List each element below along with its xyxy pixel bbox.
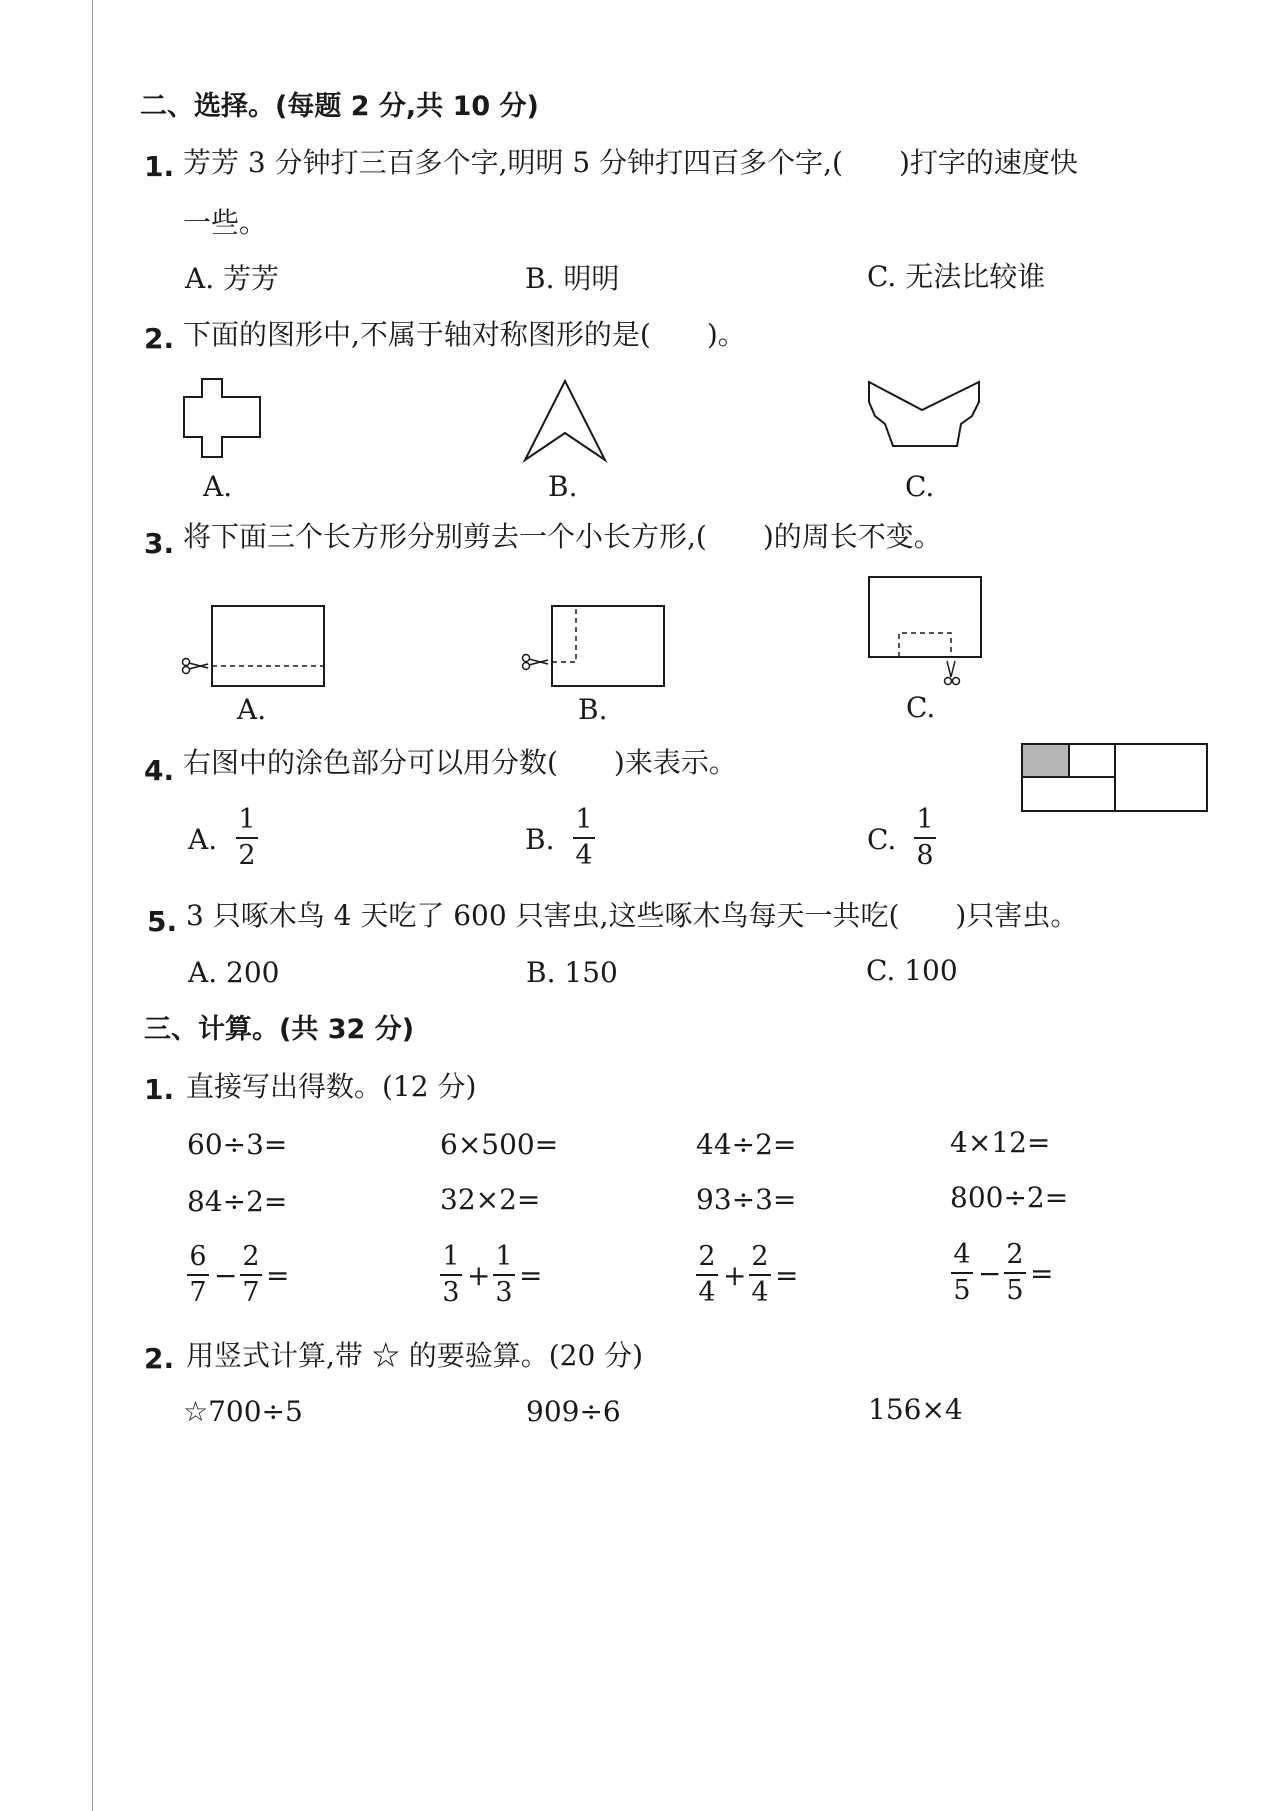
fraction — [951, 1240, 973, 1306]
calc-q1-number: 1. — [144, 1073, 175, 1106]
q2-figure-c-polygon — [865, 378, 985, 453]
fraction-numerator: 1 — [442, 1241, 460, 1272]
q4-number: 4. — [144, 754, 175, 787]
fraction — [696, 1242, 718, 1308]
q4-shaded-rectangle-figure — [1020, 742, 1210, 814]
calc-expression: 32×2= — [440, 1183, 541, 1216]
vertical-calc-item: 909÷6 — [526, 1395, 621, 1428]
q3-label-b[interactable]: B. — [578, 693, 608, 726]
fraction-numerator: 6 — [189, 1241, 207, 1272]
q3-text: 将下面三个长方形分别剪去一个小长方形,( )的周长不变。 — [183, 520, 942, 553]
calc-expression: 800÷2= — [950, 1181, 1069, 1214]
q1-text-line1: 芳芳 3 分钟打三百多个字,明明 5 分钟打四百多个字,( )打字的速度快 — [183, 146, 1078, 179]
fraction — [493, 1242, 515, 1308]
q4-option-b-letter[interactable]: B. — [525, 823, 555, 856]
fraction — [440, 1242, 462, 1308]
q3-figure-a-rectangle-cut — [180, 600, 330, 690]
fraction-numerator: 1 — [575, 804, 593, 835]
fraction-denominator: 3 — [495, 1277, 513, 1308]
q2-number: 2. — [144, 322, 175, 355]
q1-number: 1. — [144, 150, 175, 183]
q2-label-b[interactable]: B. — [548, 470, 578, 503]
q5-text: 3 只啄木鸟 4 天吃了 600 只害虫,这些啄木鸟每天一共吃( )只害虫。 — [186, 899, 1079, 932]
fraction-numerator: 1 — [916, 804, 934, 835]
vertical-calc-item: 156×4 — [868, 1393, 963, 1426]
q3-figure-b-rectangle-cut — [520, 600, 670, 690]
section-3-heading: 三、计算。(共 32 分) — [144, 1014, 415, 1045]
fraction — [1004, 1240, 1026, 1306]
q4-option-a-fraction — [236, 805, 258, 871]
calc-expression: 60÷3= — [187, 1128, 288, 1161]
fraction-numerator: 2 — [751, 1241, 769, 1272]
fraction-denominator: 5 — [953, 1275, 971, 1306]
fraction-denominator: 3 — [442, 1277, 460, 1308]
q4-text: 右图中的涂色部分可以用分数( )来表示。 — [183, 746, 737, 779]
calc-q2-number: 2. — [144, 1342, 175, 1375]
fraction — [749, 1242, 771, 1308]
fraction-denominator: 4 — [698, 1277, 716, 1308]
calc-expression: 93÷3= — [696, 1183, 797, 1216]
q3-label-a[interactable]: A. — [237, 693, 267, 726]
fraction-denominator: 5 — [1006, 1275, 1024, 1306]
equals-sign: = — [775, 1259, 799, 1292]
calc-expression: 4×12= — [950, 1126, 1051, 1159]
q1-option-b[interactable]: B. 明明 — [525, 262, 620, 295]
q1-option-a[interactable]: A. 芳芳 — [185, 262, 280, 295]
fraction-numerator: 2 — [1006, 1239, 1024, 1270]
operator: − — [978, 1257, 1002, 1290]
fraction-denominator: 7 — [189, 1277, 207, 1308]
q1-option-c[interactable]: C. 无法比较谁 — [867, 260, 1046, 293]
fraction-denominator: 8 — [916, 840, 934, 871]
q4-option-c-fraction — [914, 805, 936, 871]
q4-option-c-letter[interactable]: C. — [867, 823, 897, 856]
fraction-denominator: 4 — [575, 840, 593, 871]
fraction-denominator: 7 — [242, 1277, 260, 1308]
calc-expression: 44÷2= — [696, 1128, 797, 1161]
calc-expression: 84÷2= — [187, 1185, 288, 1218]
calc-expression: 6×500= — [440, 1128, 559, 1161]
operator: + — [467, 1259, 491, 1292]
q2-label-c[interactable]: C. — [905, 470, 935, 503]
q2-figure-a-cross — [180, 375, 265, 460]
q2-label-a[interactable]: A. — [203, 470, 233, 503]
q3-figure-c-rectangle-cut — [865, 573, 985, 688]
section-2-heading: 二、选择。(每题 2 分,共 10 分) — [140, 91, 539, 122]
q1-text-line2: 一些。 — [183, 206, 268, 239]
fraction-numerator: 1 — [495, 1241, 513, 1272]
equals-sign: = — [519, 1259, 543, 1292]
fraction-denominator: 2 — [238, 840, 256, 871]
page-margin-line — [92, 0, 93, 1811]
equals-sign: = — [266, 1259, 290, 1292]
fraction — [187, 1242, 209, 1308]
equals-sign: = — [1030, 1257, 1054, 1290]
q3-label-c[interactable]: C. — [906, 691, 936, 724]
fraction-numerator: 4 — [953, 1239, 971, 1270]
q2-text: 下面的图形中,不属于轴对称图形的是( )。 — [183, 318, 746, 351]
q4-option-a-letter[interactable]: A. — [188, 823, 218, 856]
q5-option-a[interactable]: A. 200 — [188, 956, 280, 989]
q2-figure-b-arrowhead — [520, 378, 610, 463]
fraction-numerator: 2 — [698, 1241, 716, 1272]
q4-option-b-fraction — [573, 805, 595, 871]
vertical-calc-item: ☆700÷5 — [183, 1395, 303, 1428]
fraction-denominator: 4 — [751, 1277, 769, 1308]
operator: + — [723, 1259, 747, 1292]
fraction-numerator: 2 — [242, 1241, 260, 1272]
q5-option-b[interactable]: B. 150 — [526, 956, 618, 989]
q5-option-c[interactable]: C. 100 — [866, 954, 958, 987]
calc-q1-text: 直接写出得数。(12 分) — [186, 1070, 477, 1103]
operator: − — [214, 1259, 238, 1292]
calc-q2-text: 用竖式计算,带 ☆ 的要验算。(20 分) — [186, 1339, 644, 1372]
q3-number: 3. — [144, 527, 175, 560]
fraction — [240, 1242, 262, 1308]
q5-number: 5. — [147, 905, 178, 938]
fraction-numerator: 1 — [238, 804, 256, 835]
